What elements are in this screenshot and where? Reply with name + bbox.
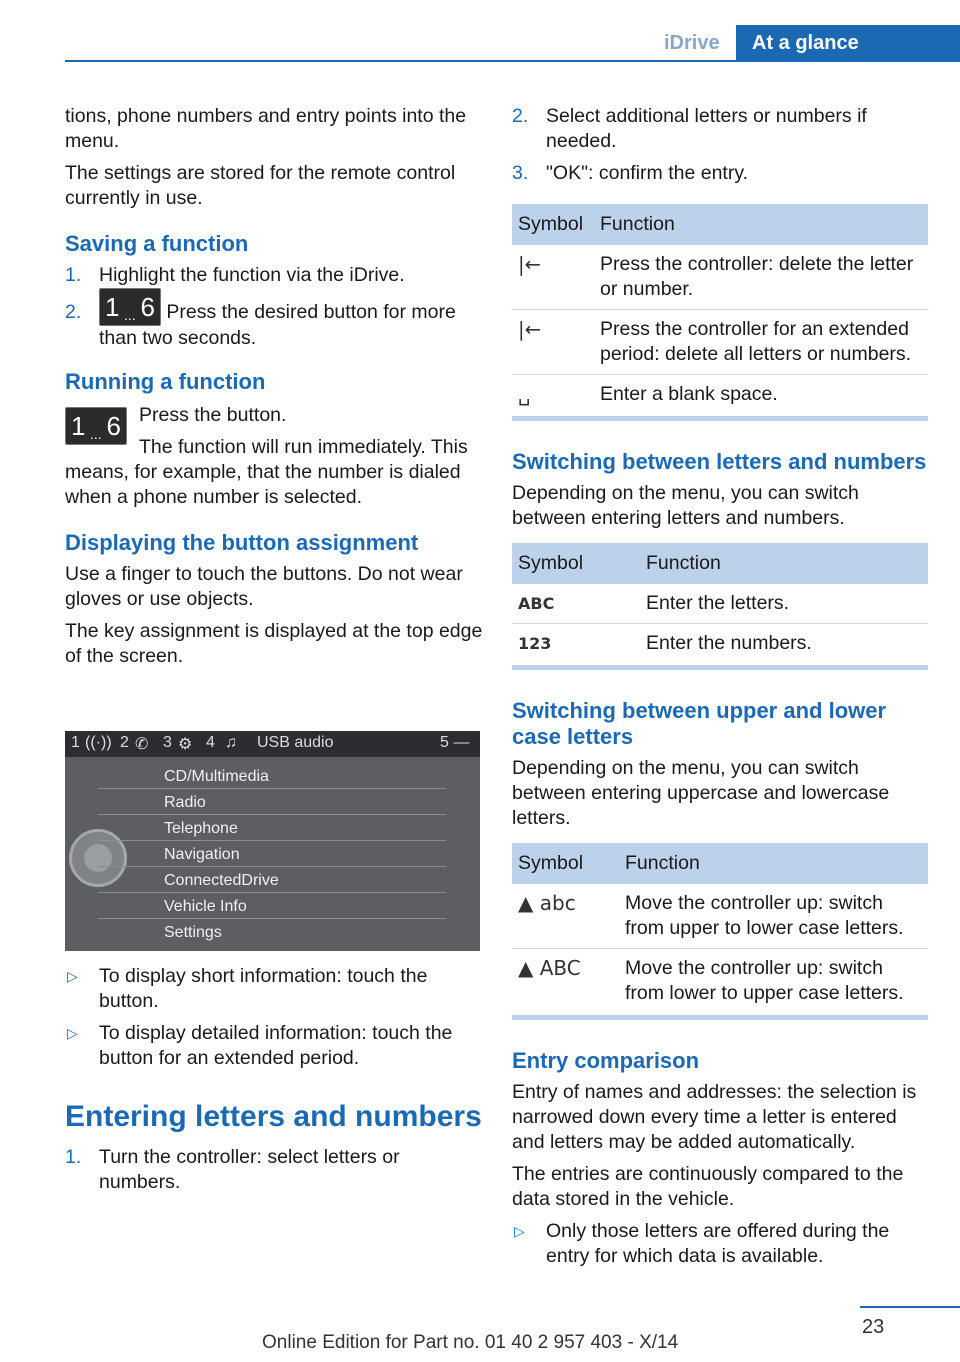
list-item: 1. Turn the controller: select letters or numbers. [65,1146,400,1193]
entering-title: Entering letters and numbers [65,1100,482,1133]
list-item: 2. 1 ... 6 Press the desired button for more than two seconds. [65,300,483,351]
space-icon: ␣ [518,383,531,406]
table-row: ▲ abc Move the controller up: switch from upper to lower case letters. [512,884,928,949]
header-chapter-tab: At a glance [736,25,960,62]
entry-text: Entry of names and addresses: the selection is narrowed down every time a letter is entered and letters may be added automatically. [512,1081,917,1153]
radio-icon: ((·)) [85,734,112,751]
display-title: Displaying the button assignment [65,530,419,555]
list-item: 1. Highlight the function via the iDrive. [65,264,405,286]
entry-text: The entries are continuously compared to the data stored in the vehicle. [512,1163,904,1210]
running-text: The function will run immediately. This means, for example, that the number is dialed when a phone number is selected. [65,436,468,508]
left-column-lower [65,964,483,1202]
menu-item: Settings [164,924,222,941]
menu-item: Radio [98,791,446,815]
list-item: 2. Select additional letters or numbers if needed. [512,105,867,152]
menu-item: CD/Multimedia [98,765,446,789]
idrive-screen-image [65,731,480,951]
switch-letters-numbers-title: Switching between letters and numbers [512,449,927,474]
preset-button-image: 1 ... 6 [65,407,127,445]
bullet-item: ▷ To display short information: touch the button. [67,965,428,1012]
edition-footer: Online Edition for Part no. 01 40 2 957 403 - X/14 [262,1332,679,1353]
entry-comparison-title: Entry comparison [512,1048,700,1073]
symbol-table-delete: Symbol Function |← Press the controller: delete the letter or number. |← Press the controller for an extended period: delete all letters or numbers. ␣ Enter a blank space. [512,204,928,414]
display-text: Use a finger to touch the buttons. Do not wear gloves or use objects. [65,563,463,610]
table-row: |← Press the controller: delete the letter or number. [512,245,928,310]
symbol-table-case: Symbol Function ▲ abc Move the controller up: switch from upper to lower case letters. ▲ ABC Move the controller up: switch from lower to upper case letters. [512,843,928,1013]
menu-item: Telephone [98,817,446,841]
saving-title: Saving a function [65,231,249,256]
delete-icon: |← [512,245,594,310]
bullet-item: ▷ To display detailed information: touch the button for an extended period. [67,1022,453,1069]
bullet-item: ▷ Only those letters are offered during the entry for which data is available. [514,1220,890,1267]
switch-case-title: Switching between upper and lower case letters [512,698,887,749]
running-text: Press the button. [139,404,287,426]
menu-item: Navigation [98,843,446,867]
delete-icon: |← [512,310,594,375]
header-section: iDrive [664,32,720,54]
letters-icon: ABC [512,584,640,624]
footer-rule [860,1306,960,1308]
intro-paragraph: The settings are stored for the remote control currently in use. [65,162,456,209]
phone-icon: ✆ [135,736,149,753]
preset-button-image: 1 ... 6 [99,288,161,326]
table-row: 123 Enter the numbers. [512,624,928,664]
switch-case-text: Depending on the menu, you can switch between entering uppercase and lowercase letters. [512,757,890,829]
menu-item: Vehicle Info [98,895,446,919]
right-column [512,104,928,1276]
page-number: 23 [862,1316,885,1338]
table-row: ▲ ABC Move the controller up: switch from lower to upper case letters. [512,949,928,1014]
table-row: ␣ Enter a blank space. [512,375,928,415]
intro-paragraph: tions, phone numbers and entry points into the menu. [65,105,467,152]
running-title: Running a function [65,369,266,394]
list-item: 3. "OK": confirm the entry. [512,162,749,184]
uppercase-icon: ▲ ABC [518,956,581,980]
button-assignment-bar: 1 ((·)) 2 ✆ 3 ⚙ 4 ♫ USB audio 5 — [65,731,480,757]
numbers-icon: 123 [518,634,552,653]
menu-item: ConnectedDrive [98,869,446,893]
symbol-table-letters-numbers: Symbol Function ABC Enter the letters. 123 Enter the numbers. [512,543,928,663]
display-text: The key assignment is displayed at the top edge of the screen. [65,620,483,667]
table-row: |← Press the controller for an extended period: delete all letters or numbers. [512,310,928,375]
music-icon: ♫ [225,734,237,751]
switch-letters-numbers-text: Depending on the menu, you can switch between entering letters and numbers. [512,482,859,529]
left-column [65,104,483,676]
gear-icon: ⚙ [178,736,193,753]
table-row: ABC Enter the letters. [512,584,928,624]
lowercase-icon: ▲ abc [512,884,619,949]
